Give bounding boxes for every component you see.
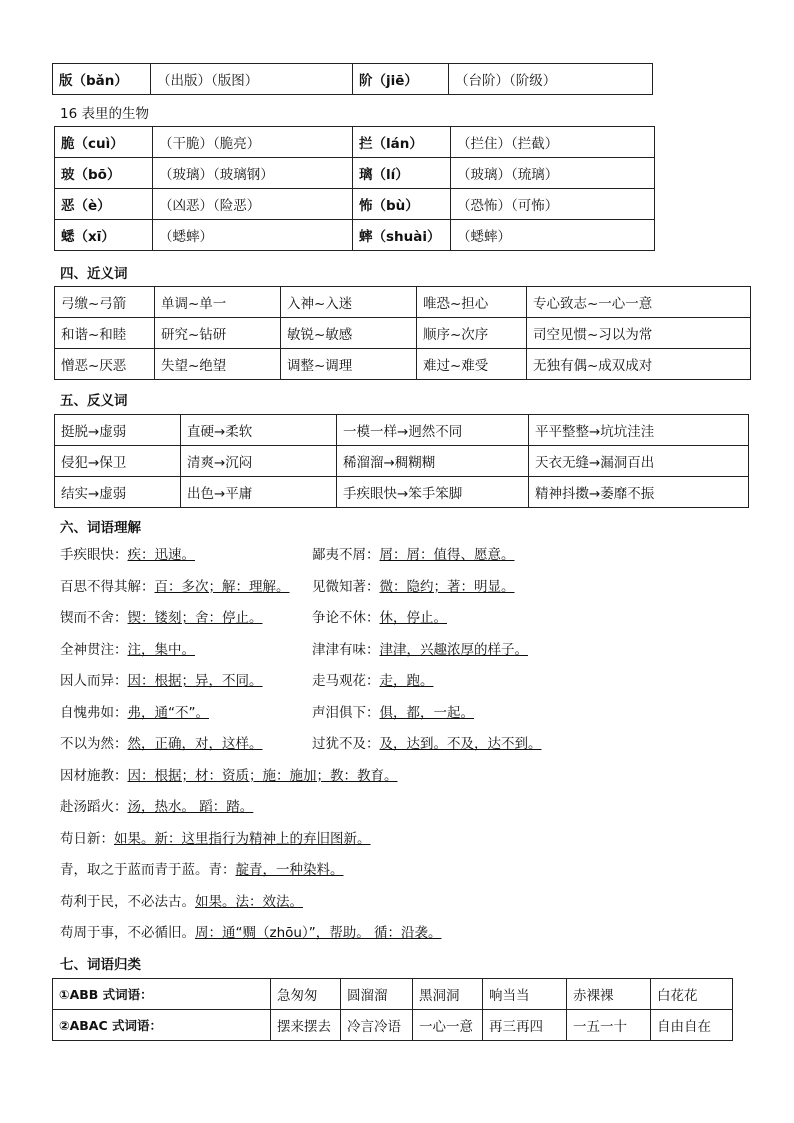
table-cell: 挺脱→虚弱	[55, 415, 181, 446]
definition: 锲：镂刻；舍：停止。	[127, 610, 263, 626]
definition-left	[60, 729, 263, 761]
definition-right	[312, 729, 542, 761]
term: 过犹不及：	[312, 736, 380, 752]
term: 赴汤蹈火：	[60, 799, 128, 815]
top-char-table	[52, 63, 653, 95]
definition: 走，跑。	[379, 673, 434, 689]
table-cell: 清爽→沉闷	[181, 446, 337, 477]
table-row	[53, 64, 653, 95]
table-row	[53, 979, 733, 1010]
definition-line	[60, 824, 760, 856]
table-cell: 璃（lí）	[353, 158, 451, 189]
table-row	[55, 446, 749, 477]
table-cell: 和谐~和睦	[55, 318, 155, 349]
table-cell: 自由自在	[651, 1010, 733, 1041]
table-cell: 平平整整→坑坑洼洼	[529, 415, 749, 446]
table-cell: 圆溜溜	[341, 979, 413, 1010]
definition-right	[312, 698, 474, 730]
definition: 百：多次；解：理解。	[154, 578, 290, 595]
table-cell: 单调~单一	[155, 287, 281, 318]
table-cell: 难过~难受	[417, 349, 527, 380]
term: 苟利于民，不必法古。	[60, 893, 195, 910]
definition-row	[60, 635, 760, 667]
table-cell: 白花花	[651, 979, 733, 1010]
table-cell: （出版）（版图）	[151, 64, 353, 95]
table-cell: 冷言冷语	[341, 1010, 413, 1041]
table-cell: 调整~调理	[281, 349, 417, 380]
table-cell: 急匆匆	[271, 979, 341, 1010]
table-cell: ①ABB 式词语：	[53, 979, 271, 1010]
definition-right	[312, 540, 515, 572]
table-cell: （恐怖）（可怖）	[451, 189, 655, 220]
definition-left	[60, 698, 209, 730]
antonym-table	[54, 414, 749, 508]
table-cell: 专心致志~一心一意	[527, 287, 751, 318]
definition: 然，正确，对，这样。	[127, 736, 263, 752]
section-7-title: 七、词语归类	[60, 957, 141, 973]
table-cell: 怖（bù）	[353, 189, 451, 220]
table-cell: 赤裸裸	[567, 979, 651, 1010]
section-16-table	[54, 126, 655, 251]
definition: 微：隐约；著：明显。	[379, 578, 515, 595]
table-cell: 一五一十	[567, 1010, 651, 1041]
table-cell: （拦住）（拦截）	[451, 127, 655, 158]
term: 走马观花：	[312, 673, 380, 689]
table-cell: 直硬→柔软	[181, 415, 337, 446]
definition-row	[60, 572, 760, 604]
section-6-title: 六、词语理解	[60, 520, 141, 536]
table-cell: （凶恶）（险恶）	[153, 189, 353, 220]
table-cell: （蟋蟀）	[153, 220, 353, 251]
table-row	[55, 415, 749, 446]
definition-left	[60, 572, 290, 604]
table-row	[55, 287, 751, 318]
table-cell: 蟋（xī）	[55, 220, 153, 251]
term: 鄙夷不屑：	[312, 547, 380, 563]
table-cell: 司空见惯~习以为常	[527, 318, 751, 349]
term: 苟周于事，不必循旧。	[60, 925, 195, 941]
table-cell: 一心一意	[413, 1010, 483, 1041]
table-cell: 玻（bō）	[55, 158, 153, 189]
definition-left	[60, 603, 263, 635]
section-16-title: 16 表里的生物	[60, 106, 149, 122]
term: 百思不得其解：	[60, 578, 155, 595]
table-cell: 黑洞洞	[413, 979, 483, 1010]
table-row	[55, 477, 749, 508]
table-cell: 摆来摆去	[271, 1010, 341, 1041]
table-row	[55, 349, 751, 380]
section-4-title: 四、近义词	[60, 266, 128, 282]
term: 全神贯注：	[60, 641, 128, 658]
table-cell: 响当当	[483, 979, 567, 1010]
definition-row	[60, 603, 760, 635]
table-cell: 天衣无缝→漏洞百出	[529, 446, 749, 477]
table-cell: 顺序~次序	[417, 318, 527, 349]
term: 因人而异：	[60, 673, 128, 689]
table-cell: （玻璃）（琉璃）	[451, 158, 655, 189]
term: 自愧弗如：	[60, 704, 128, 721]
synonym-table	[54, 286, 751, 380]
definition: 汤，热水。 蹈：踏。	[127, 799, 254, 815]
table-cell: 敏锐~敏感	[281, 318, 417, 349]
table-cell: （台阶）（阶级）	[449, 64, 653, 95]
table-cell: 再三再四	[483, 1010, 567, 1041]
table-cell: 阶（jiē）	[353, 64, 449, 95]
section-5-title: 五、反义词	[60, 393, 128, 409]
table-cell: 手疾眼快→笨手笨脚	[337, 477, 529, 508]
table-row	[53, 1010, 733, 1041]
term: 不以为然：	[60, 736, 128, 752]
term: 声泪俱下：	[312, 704, 380, 721]
definition: 因：根据；异，不同。	[127, 673, 263, 689]
definition-left	[60, 635, 195, 667]
definition: 屑：屑：值得、愿意。	[379, 547, 515, 563]
definition: 因：根据；材：资质；施：施加；教：教育。	[127, 767, 398, 784]
definition-row	[60, 729, 760, 761]
definition-row	[60, 698, 760, 730]
table-cell: 精神抖擞→萎靡不振	[529, 477, 749, 508]
definition: 俱，都，一起。	[379, 704, 474, 721]
definition: 休，停止。	[379, 610, 447, 626]
term: 津津有味：	[312, 641, 380, 658]
table-cell: 出色→平庸	[181, 477, 337, 508]
table-cell: 版（bǎn）	[53, 64, 151, 95]
term: 因材施教：	[60, 767, 128, 784]
table-cell: 无独有偶~成双成对	[527, 349, 751, 380]
definition-left	[60, 540, 195, 572]
definition: 弗，通“不”。	[127, 704, 209, 721]
definition: 如果。新：这里指行为精神上的弃旧图新。	[114, 830, 371, 847]
definition: 及，达到。不及，达不到。	[379, 736, 542, 752]
term: 手疾眼快：	[60, 547, 128, 563]
table-cell: 憎恶~厌恶	[55, 349, 155, 380]
table-row	[55, 318, 751, 349]
definition: 如果。法：效法。	[195, 893, 303, 910]
definition-right	[312, 666, 434, 698]
definition-line	[60, 887, 760, 919]
term: 苟日新：	[60, 830, 114, 847]
table-cell: 侵犯→保卫	[55, 446, 181, 477]
table-row	[55, 189, 655, 220]
definition-line	[60, 918, 760, 950]
definition-line	[60, 792, 760, 824]
table-row	[55, 127, 655, 158]
table-cell: 入神~入迷	[281, 287, 417, 318]
definition: 津津，兴趣浓厚的样子。	[379, 641, 528, 658]
table-cell: 恶（è）	[55, 189, 153, 220]
table-cell: （干脆）（脆亮）	[153, 127, 353, 158]
term: 争论不休：	[312, 610, 380, 626]
table-cell: 一模一样→迥然不同	[337, 415, 529, 446]
table-cell: 稀溜溜→稠糊糊	[337, 446, 529, 477]
definition-left	[60, 666, 263, 698]
definition-row	[60, 666, 760, 698]
table-cell: （玻璃）（玻璃钢）	[153, 158, 353, 189]
table-cell: 唯恐~担心	[417, 287, 527, 318]
definition: 注，集中。	[127, 641, 195, 658]
table-cell: 弓缴~弓箭	[55, 287, 155, 318]
table-row	[55, 158, 655, 189]
term: 青，取之于蓝而青于蓝。青：	[60, 862, 236, 878]
table-cell: 蟀（shuài）	[353, 220, 451, 251]
definition-right	[312, 635, 528, 667]
definition-row	[60, 540, 760, 572]
definition: 靛青，一种染料。	[235, 862, 344, 878]
definition-line	[60, 761, 760, 793]
word-classification-table	[52, 978, 733, 1041]
table-cell: 失望~绝望	[155, 349, 281, 380]
definition-right	[312, 572, 515, 604]
definition: 周：通“赒（zhōu）”，帮助。 循：沿袭。	[195, 925, 442, 941]
table-cell: ②ABAC 式词语：	[53, 1010, 271, 1041]
table-cell: 结实→虚弱	[55, 477, 181, 508]
table-cell: 研究~钻研	[155, 318, 281, 349]
definition: 疾：迅速。	[127, 547, 195, 563]
word-definitions	[60, 540, 760, 950]
term: 见微知著：	[312, 578, 380, 595]
table-cell: 脆（cuì）	[55, 127, 153, 158]
definition-line	[60, 855, 760, 887]
term: 锲而不舍：	[60, 610, 128, 626]
table-cell: 拦（lán）	[353, 127, 451, 158]
definition-right	[312, 603, 447, 635]
table-row	[55, 220, 655, 251]
table-cell: （蟋蟀）	[451, 220, 655, 251]
